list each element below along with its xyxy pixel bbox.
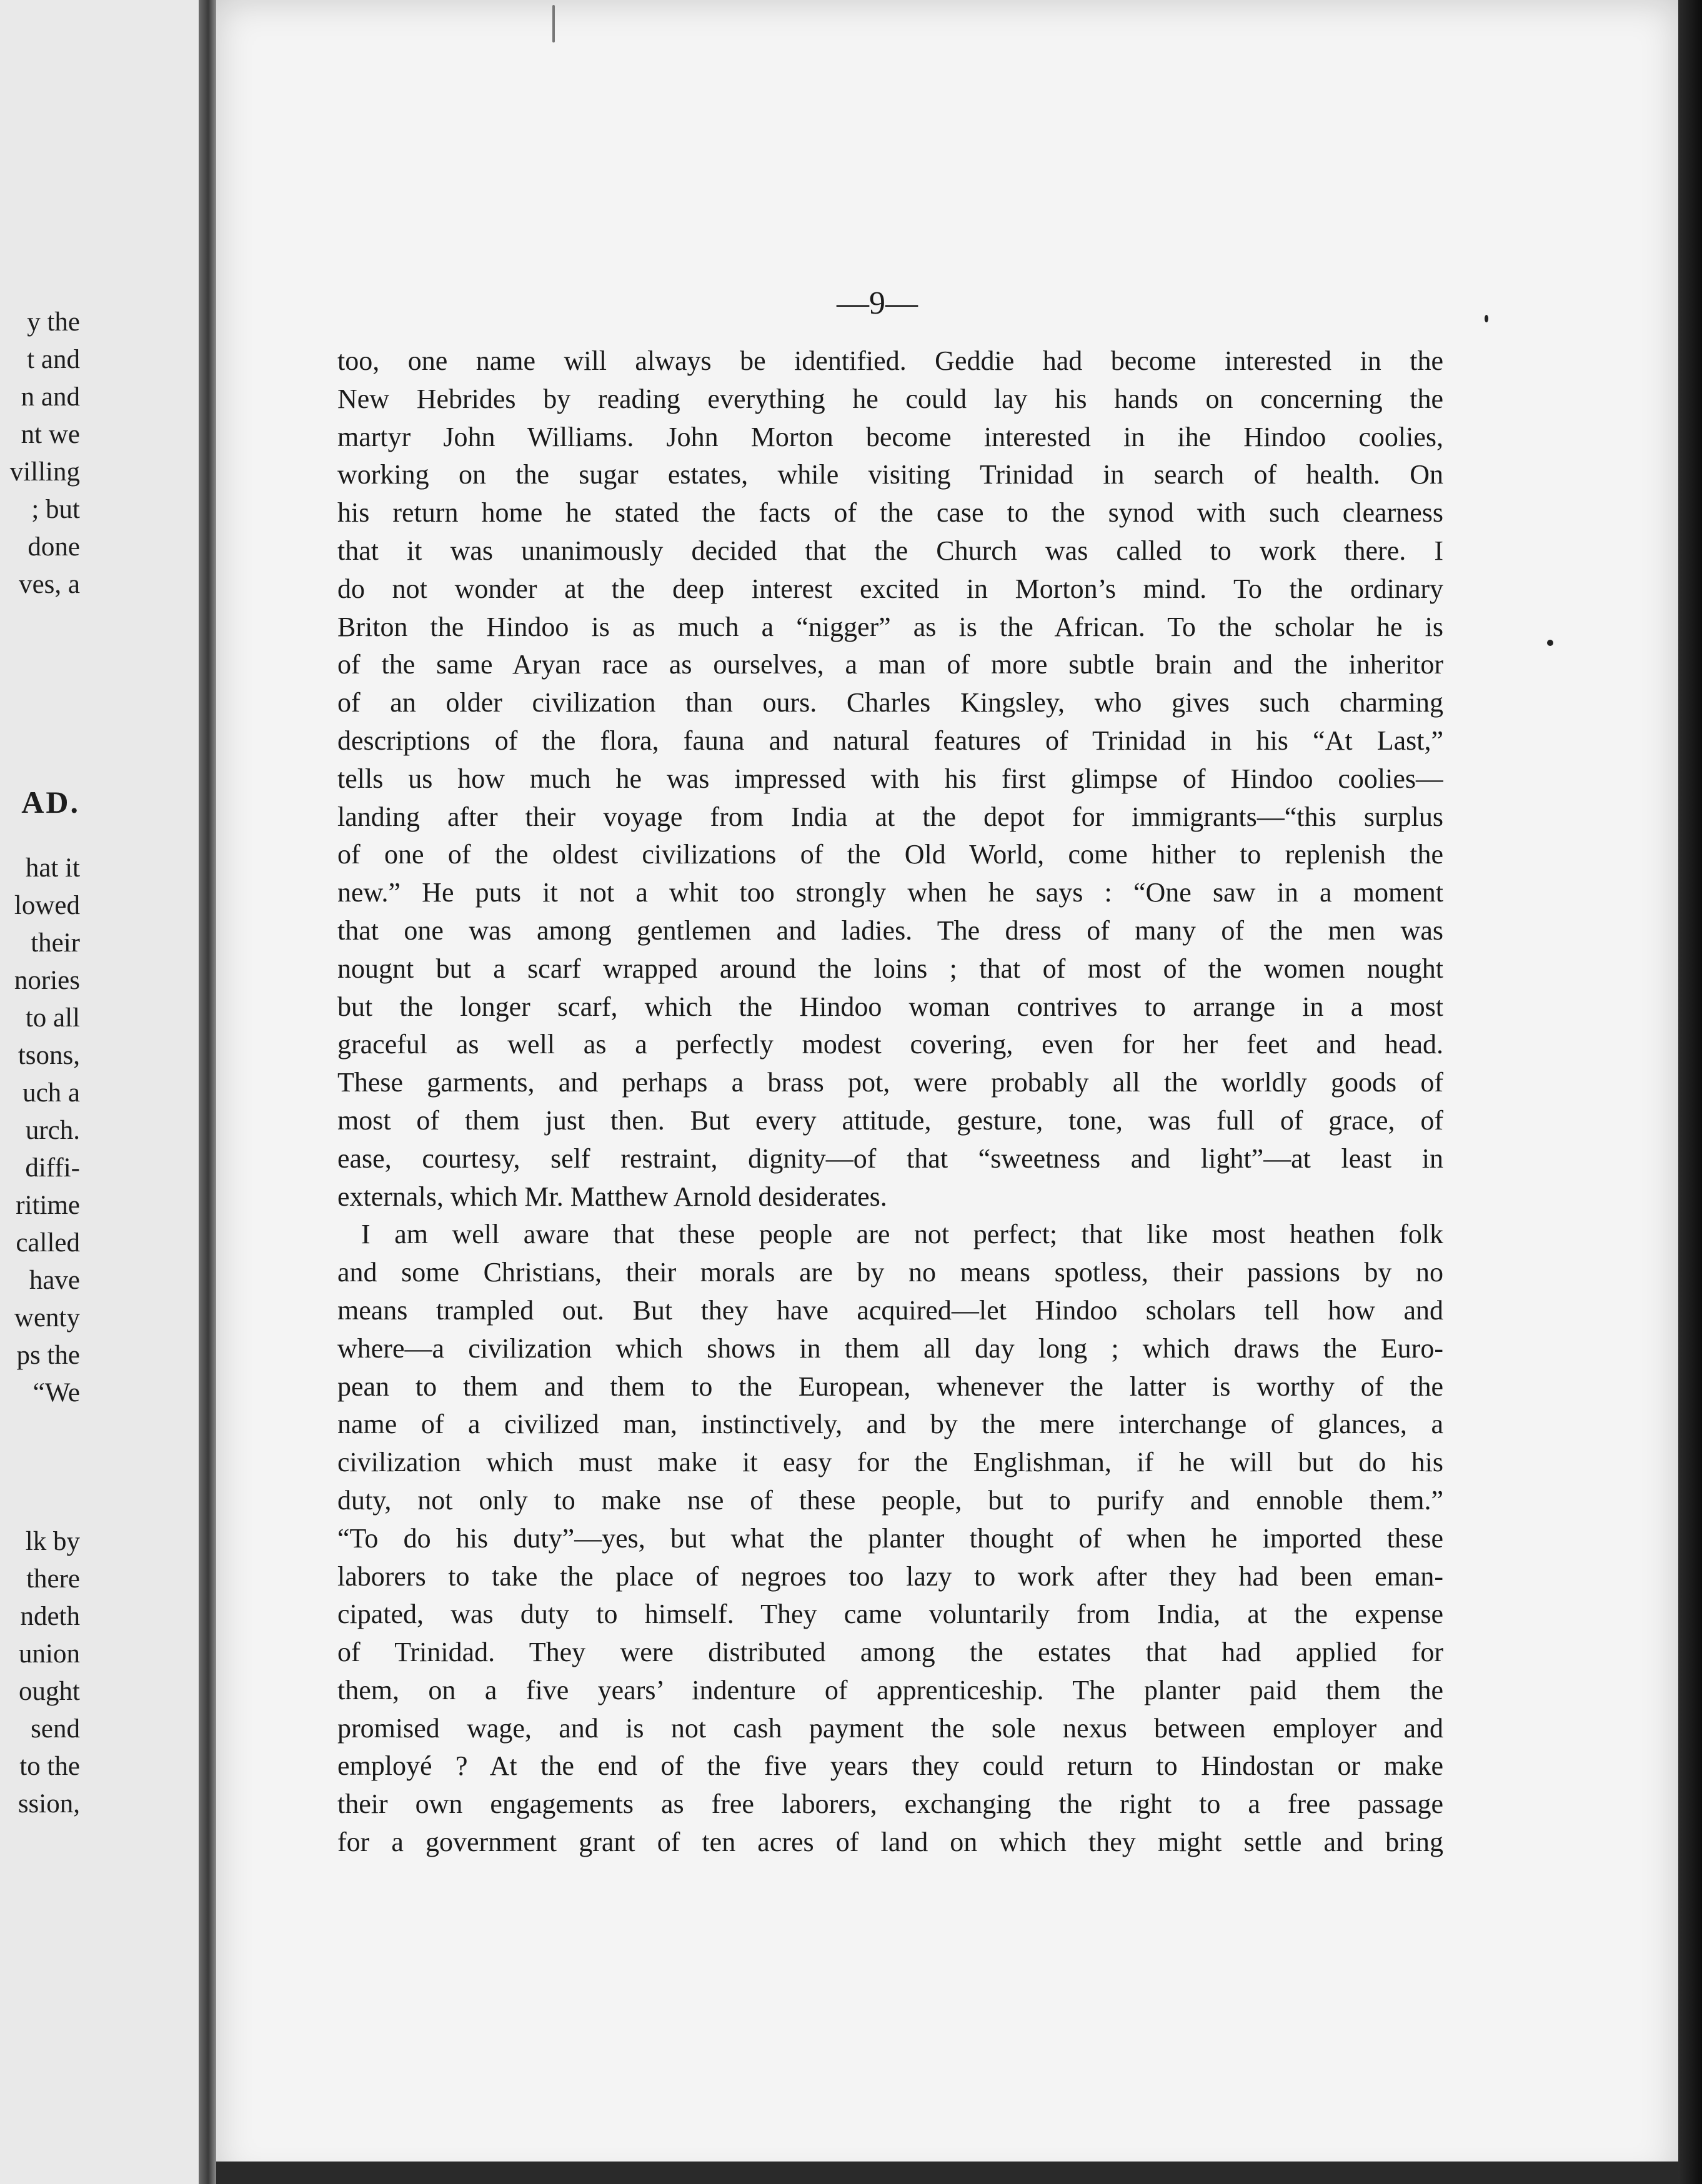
left-page-line: urch.: [25, 1116, 80, 1145]
text-line: ease, courtesy, self restraint, dignity—of that “sweetness and light”—at least in: [337, 1143, 1443, 1174]
text-line: duty, not only to make nse of these people, but to purify and ennoble them.”: [337, 1484, 1443, 1516]
text-line: I am well aware that these people are not perfect; that like most heathen folk: [361, 1219, 1443, 1250]
text-line: that one was among gentlemen and ladies. The dress of many of the men was: [337, 915, 1443, 946]
left-page-line: ought: [19, 1677, 80, 1706]
text-line: and some Christians, their morals are by no means spotless, their passions by no: [337, 1257, 1443, 1288]
text-line: promised wage, and is not cash payment the sole nexus between employer and: [337, 1712, 1443, 1744]
page-number: —9—: [837, 285, 918, 321]
text-line: them, on a five years’ indenture of apprenticeship. The planter paid them the: [337, 1674, 1443, 1705]
left-page-line: diffi-: [25, 1153, 80, 1183]
text-line: their own engagements as free laborers, exchanging the right to a free passage: [337, 1789, 1443, 1820]
left-page-line: union: [19, 1639, 80, 1669]
left-page-line: ritime: [16, 1191, 80, 1220]
left-page-line: their: [31, 928, 80, 958]
text-line: for a government grant of ten acres of land on which they might settle and bring: [337, 1827, 1443, 1858]
text-line: pean to them and them to the European, whenever the latter is worthy of the: [337, 1371, 1443, 1402]
text-line: means trampled out. But they have acquired—let Hindoo scholars tell how and: [337, 1294, 1443, 1326]
text-line: descriptions of the flora, fauna and natural features of Trinidad in his “At Last,”: [337, 725, 1443, 756]
left-page-line: lowed: [14, 891, 80, 920]
left-page-line: nt we: [21, 420, 80, 449]
left-page-line: lk by: [25, 1527, 80, 1556]
page-gutter: [199, 0, 216, 2184]
left-page-line: to all: [25, 1003, 80, 1033]
left-page-line: tsons,: [17, 1041, 80, 1070]
text-line: of one of the oldest civilizations of the Old World, come hither to replenish the: [337, 839, 1443, 870]
left-page-line: uch a: [22, 1078, 80, 1108]
left-facing-page: [0, 0, 199, 2184]
left-page-line: y the: [27, 307, 80, 337]
left-page-line: ves, a: [19, 570, 80, 599]
left-page-line: ssion,: [17, 1789, 80, 1819]
text-line: civilization which must make it easy for the Englishman, if he will but do his: [337, 1447, 1443, 1478]
text-line: of the same Aryan race as ourselves, a man of more subtle brain and the inheritor: [337, 649, 1443, 680]
text-line: graceful as well as a perfectly modest covering, even for her feet and head.: [337, 1029, 1443, 1060]
text-line: tells us how much he was impressed with his first glimpse of Hindoo coolies—: [337, 763, 1443, 794]
left-page-line: to the: [19, 1752, 80, 1781]
text-line: of an older civilization than ours. Charles Kingsley, who gives such charming: [337, 687, 1443, 718]
left-page-line: have: [29, 1266, 80, 1295]
text-line: cipated, was duty to himself. They came voluntarily from India, at the expense: [337, 1599, 1443, 1630]
text-line: but the longer scarf, which the Hindoo woman contrives to arrange in a most: [337, 991, 1443, 1022]
text-line: laborers to take the place of negroes too lazy to work after they had been eman-: [337, 1561, 1443, 1592]
text-line: Briton the Hindoo is as much a “nigger” as is the African. To the scholar he is: [337, 611, 1443, 642]
left-page-line: ; but: [31, 495, 80, 524]
text-line: that it was unanimously decided that the Church was called to work there. I: [337, 535, 1443, 566]
text-line: name of a civilized man, instinctively, and by the mere interchange of glances, a: [337, 1409, 1443, 1440]
text-line: most of them just then. But every attitude, gesture, tone, was full of grace, of: [337, 1104, 1443, 1136]
ink-speck: [1485, 315, 1488, 322]
text-line: working on the sugar estates, while visiting Trinidad in search of health. On: [337, 459, 1443, 490]
left-page-line: “We: [32, 1378, 80, 1407]
left-page-line: nories: [14, 966, 80, 995]
left-page-line: wenty: [14, 1303, 80, 1333]
ink-mark: [552, 5, 555, 42]
text-line: These garments, and perhaps a brass pot, were probably all the worldly goods of: [337, 1067, 1443, 1098]
left-page-line: ndeth: [20, 1602, 80, 1631]
text-line: martyr John Williams. John Morton become interested in ihe Hindoo coolies,: [337, 421, 1443, 452]
left-page-line: villing: [9, 457, 80, 487]
left-page-line: send: [31, 1714, 80, 1744]
text-line: employé ? At the end of the five years they could return to Hindostan or make: [337, 1750, 1443, 1782]
left-page-line: t and: [27, 345, 80, 374]
text-line: landing after their voyage from India at the depot for immigrants—“this surplus: [337, 801, 1443, 832]
left-page-line: done: [27, 532, 80, 562]
left-page-line: ps the: [16, 1341, 80, 1370]
text-line: “To do his duty”—yes, but what the planter thought of when he imported these: [337, 1522, 1443, 1554]
text-line: where—a civilization which shows in them all day long ; which draws the Euro-: [337, 1333, 1443, 1364]
text-line: externals, which Mr. Matthew Arnold desiderates.: [337, 1181, 887, 1212]
right-page-edge: [1678, 0, 1702, 2184]
text-line: new.” He puts it not a whit too strongly when he says : “One saw in a moment: [337, 877, 1443, 908]
left-page-line: called: [16, 1228, 80, 1258]
bottom-page-edge: [216, 2162, 1678, 2184]
left-page-line: n and: [21, 382, 80, 412]
text-line: do not wonder at the deep interest excited in Morton’s mind. To the ordinary: [337, 573, 1443, 604]
left-page-line: hat it: [25, 853, 80, 883]
left-page-heading: AD.: [21, 785, 80, 820]
left-page-line: there: [26, 1564, 80, 1594]
ink-speck: [1547, 640, 1553, 646]
text-line: of Trinidad. They were distributed among the estates that had applied for: [337, 1637, 1443, 1668]
text-line: too, one name will always be identified. Geddie had become interested in the: [337, 345, 1443, 376]
text-line: his return home he stated the facts of the case to the synod with such clearness: [337, 497, 1443, 529]
text-line: New Hebrides by reading everything he could lay his hands on concerning the: [337, 383, 1443, 414]
text-line: nougnt but a scarf wrapped around the loins ; that of most of the women nought: [337, 953, 1443, 984]
body-text: [337, 342, 1443, 1862]
